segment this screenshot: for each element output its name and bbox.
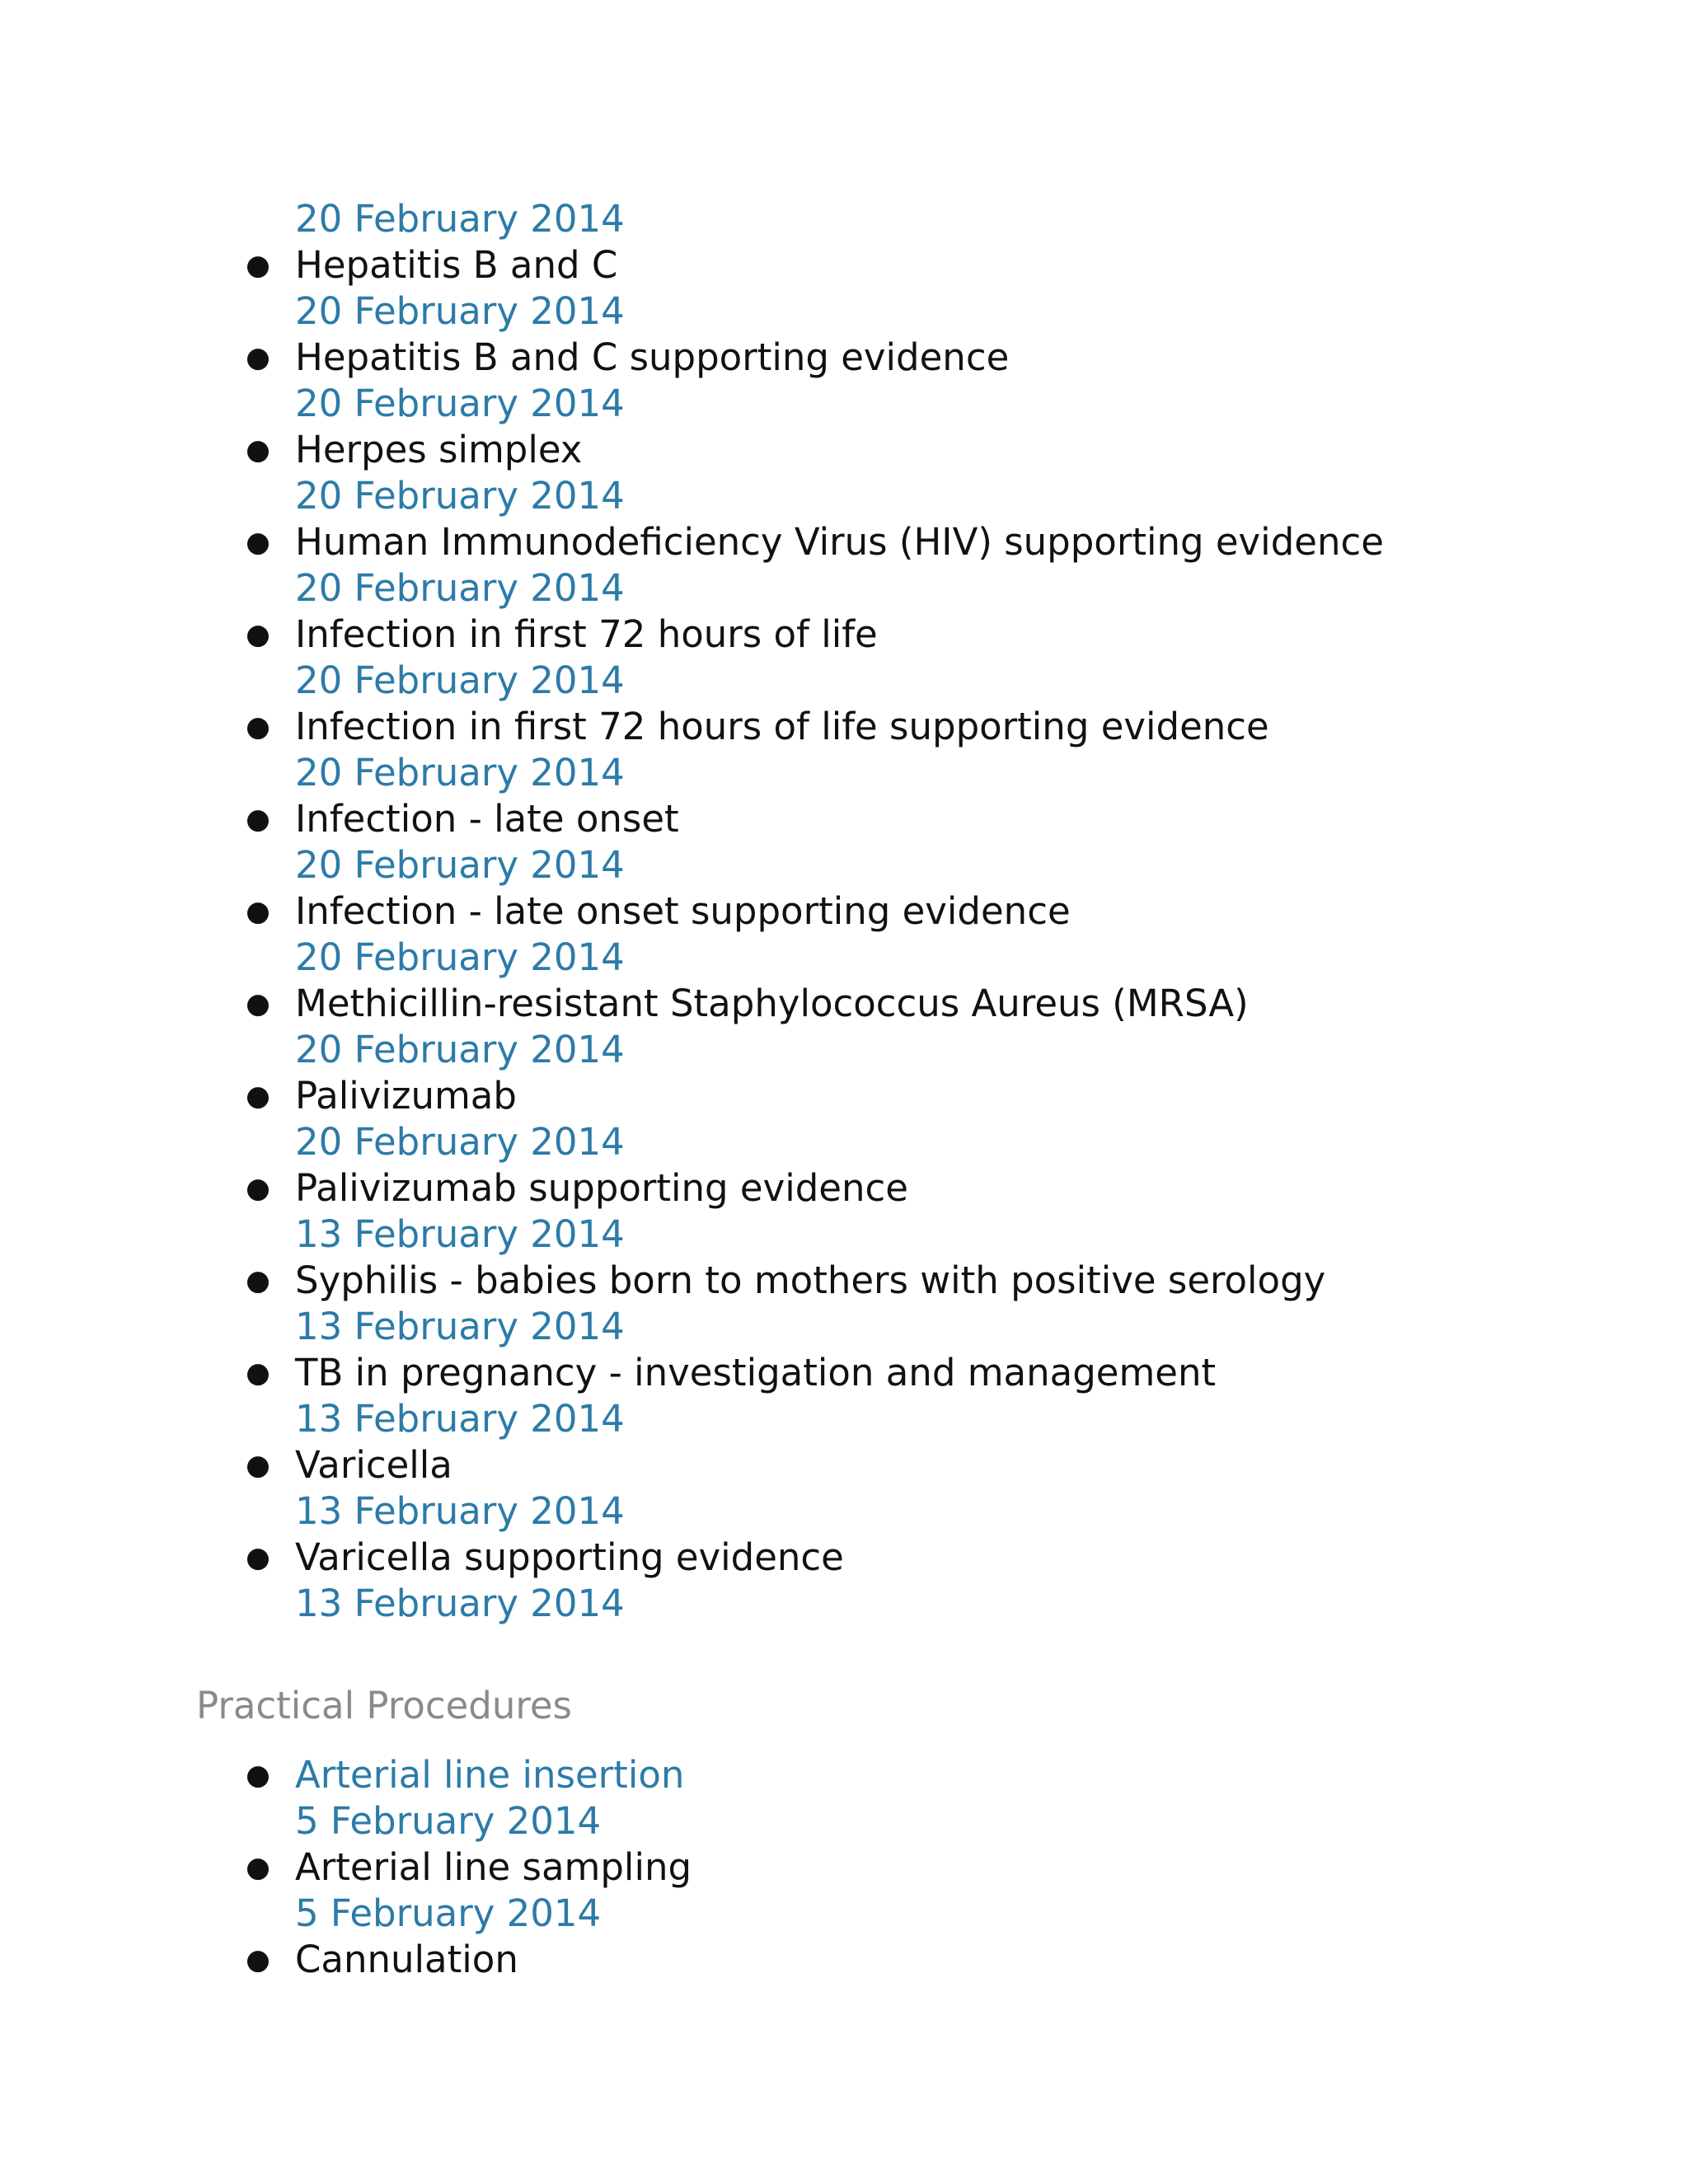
entry-date: 20 February 2014 [295,935,625,979]
entry-date: 13 February 2014 [295,1212,625,1256]
list-item [0,704,1384,796]
entry-title: Herpes simplex [295,428,583,471]
entry-date: 13 February 2014 [295,1489,625,1533]
entry-date: 20 February 2014 [295,566,625,610]
bullet-icon: ● [246,1759,270,1792]
bullet-icon: ● [246,618,270,651]
entry-title: Hepatitis B and C supporting evidence [295,335,1010,379]
list-item [0,1073,1384,1165]
list-item [0,427,1384,519]
list-item [0,796,1384,888]
bullet-icon: ● [246,1264,270,1297]
bullet-icon: ● [246,803,270,836]
entry-date: 20 February 2014 [295,1028,625,1071]
entry-title: Infection in first 72 hours of life supporting evidence [295,705,1269,748]
entry-date: 20 February 2014 [295,843,625,887]
entry-title: Infection in first 72 hours of life [295,612,878,656]
entry-title: Varicella supporting evidence [295,1535,844,1579]
list-item [0,242,1384,335]
list-item [0,1752,692,1844]
bullet-icon: ● [246,1449,270,1482]
entry-date: 20 February 2014 [295,382,625,425]
infections-list [0,242,1384,1627]
bullet-icon: ● [246,987,270,1020]
list-item [0,981,1384,1073]
bullet-icon: ● [246,1541,270,1574]
entry-title: Cannulation [295,1938,518,1981]
entry-title: Hepatitis B and C [295,243,618,287]
entry-title: Infection - late onset supporting evidence [295,889,1071,933]
entry-title: Methicillin-resistant Staphylococcus Aureus (MRSA) [295,982,1249,1025]
entry-title: Varicella [295,1443,452,1487]
section-heading-practical-procedures: Practical Procedures [196,1684,572,1727]
bullet-icon: ● [246,526,270,559]
list-item [0,888,1384,981]
list-item [0,1165,1384,1258]
entry-date: 20 February 2014 [295,474,625,518]
entry-date: 20 February 2014 [295,197,625,241]
list-item [0,1535,1384,1627]
entry-date: 13 February 2014 [295,1582,625,1625]
entry-title: TB in pregnancy - investigation and management [295,1351,1217,1394]
entry-date: 20 February 2014 [295,751,625,794]
bullet-icon: ● [246,434,270,466]
bullet-icon: ● [246,249,270,282]
list-item [0,612,1384,704]
bullet-icon: ● [246,710,270,743]
entry-date: 5 February 2014 [295,1891,602,1935]
list-item [0,1442,1384,1535]
list-item [0,519,1384,612]
entry-date: 20 February 2014 [295,289,625,333]
entry-title: Syphilis - babies born to mothers with positive serology [295,1258,1326,1302]
entry-date: 13 February 2014 [295,1397,625,1441]
bullet-icon: ● [246,1851,270,1884]
entry-title: Infection - late onset [295,797,679,841]
entry-title: Palivizumab supporting evidence [295,1166,908,1210]
practical-procedures-list [0,1752,692,1983]
entry-date: 20 February 2014 [295,658,625,702]
list-item [0,335,1384,427]
bullet-icon: ● [246,1357,270,1390]
list-item [0,1350,1384,1442]
entry-title: Human Immunodeficiency Virus (HIV) supporting evidence [295,520,1384,564]
entry-date: 20 February 2014 [295,1120,625,1164]
bullet-icon: ● [246,1943,270,1976]
list-item [0,1844,692,1937]
entry-title: Palivizumab [295,1074,517,1118]
bullet-icon: ● [246,895,270,928]
entry-date: 13 February 2014 [295,1305,625,1348]
arterial-line-insertion-link[interactable]: Arterial line insertion [295,1753,685,1797]
bullet-icon: ● [246,1080,270,1113]
list-item [0,1258,1384,1350]
entry-date: 5 February 2014 [295,1799,602,1843]
bullet-icon: ● [246,341,270,374]
bullet-icon: ● [246,1172,270,1205]
entry-title: Arterial line sampling [295,1845,692,1889]
list-item [0,1937,692,1983]
